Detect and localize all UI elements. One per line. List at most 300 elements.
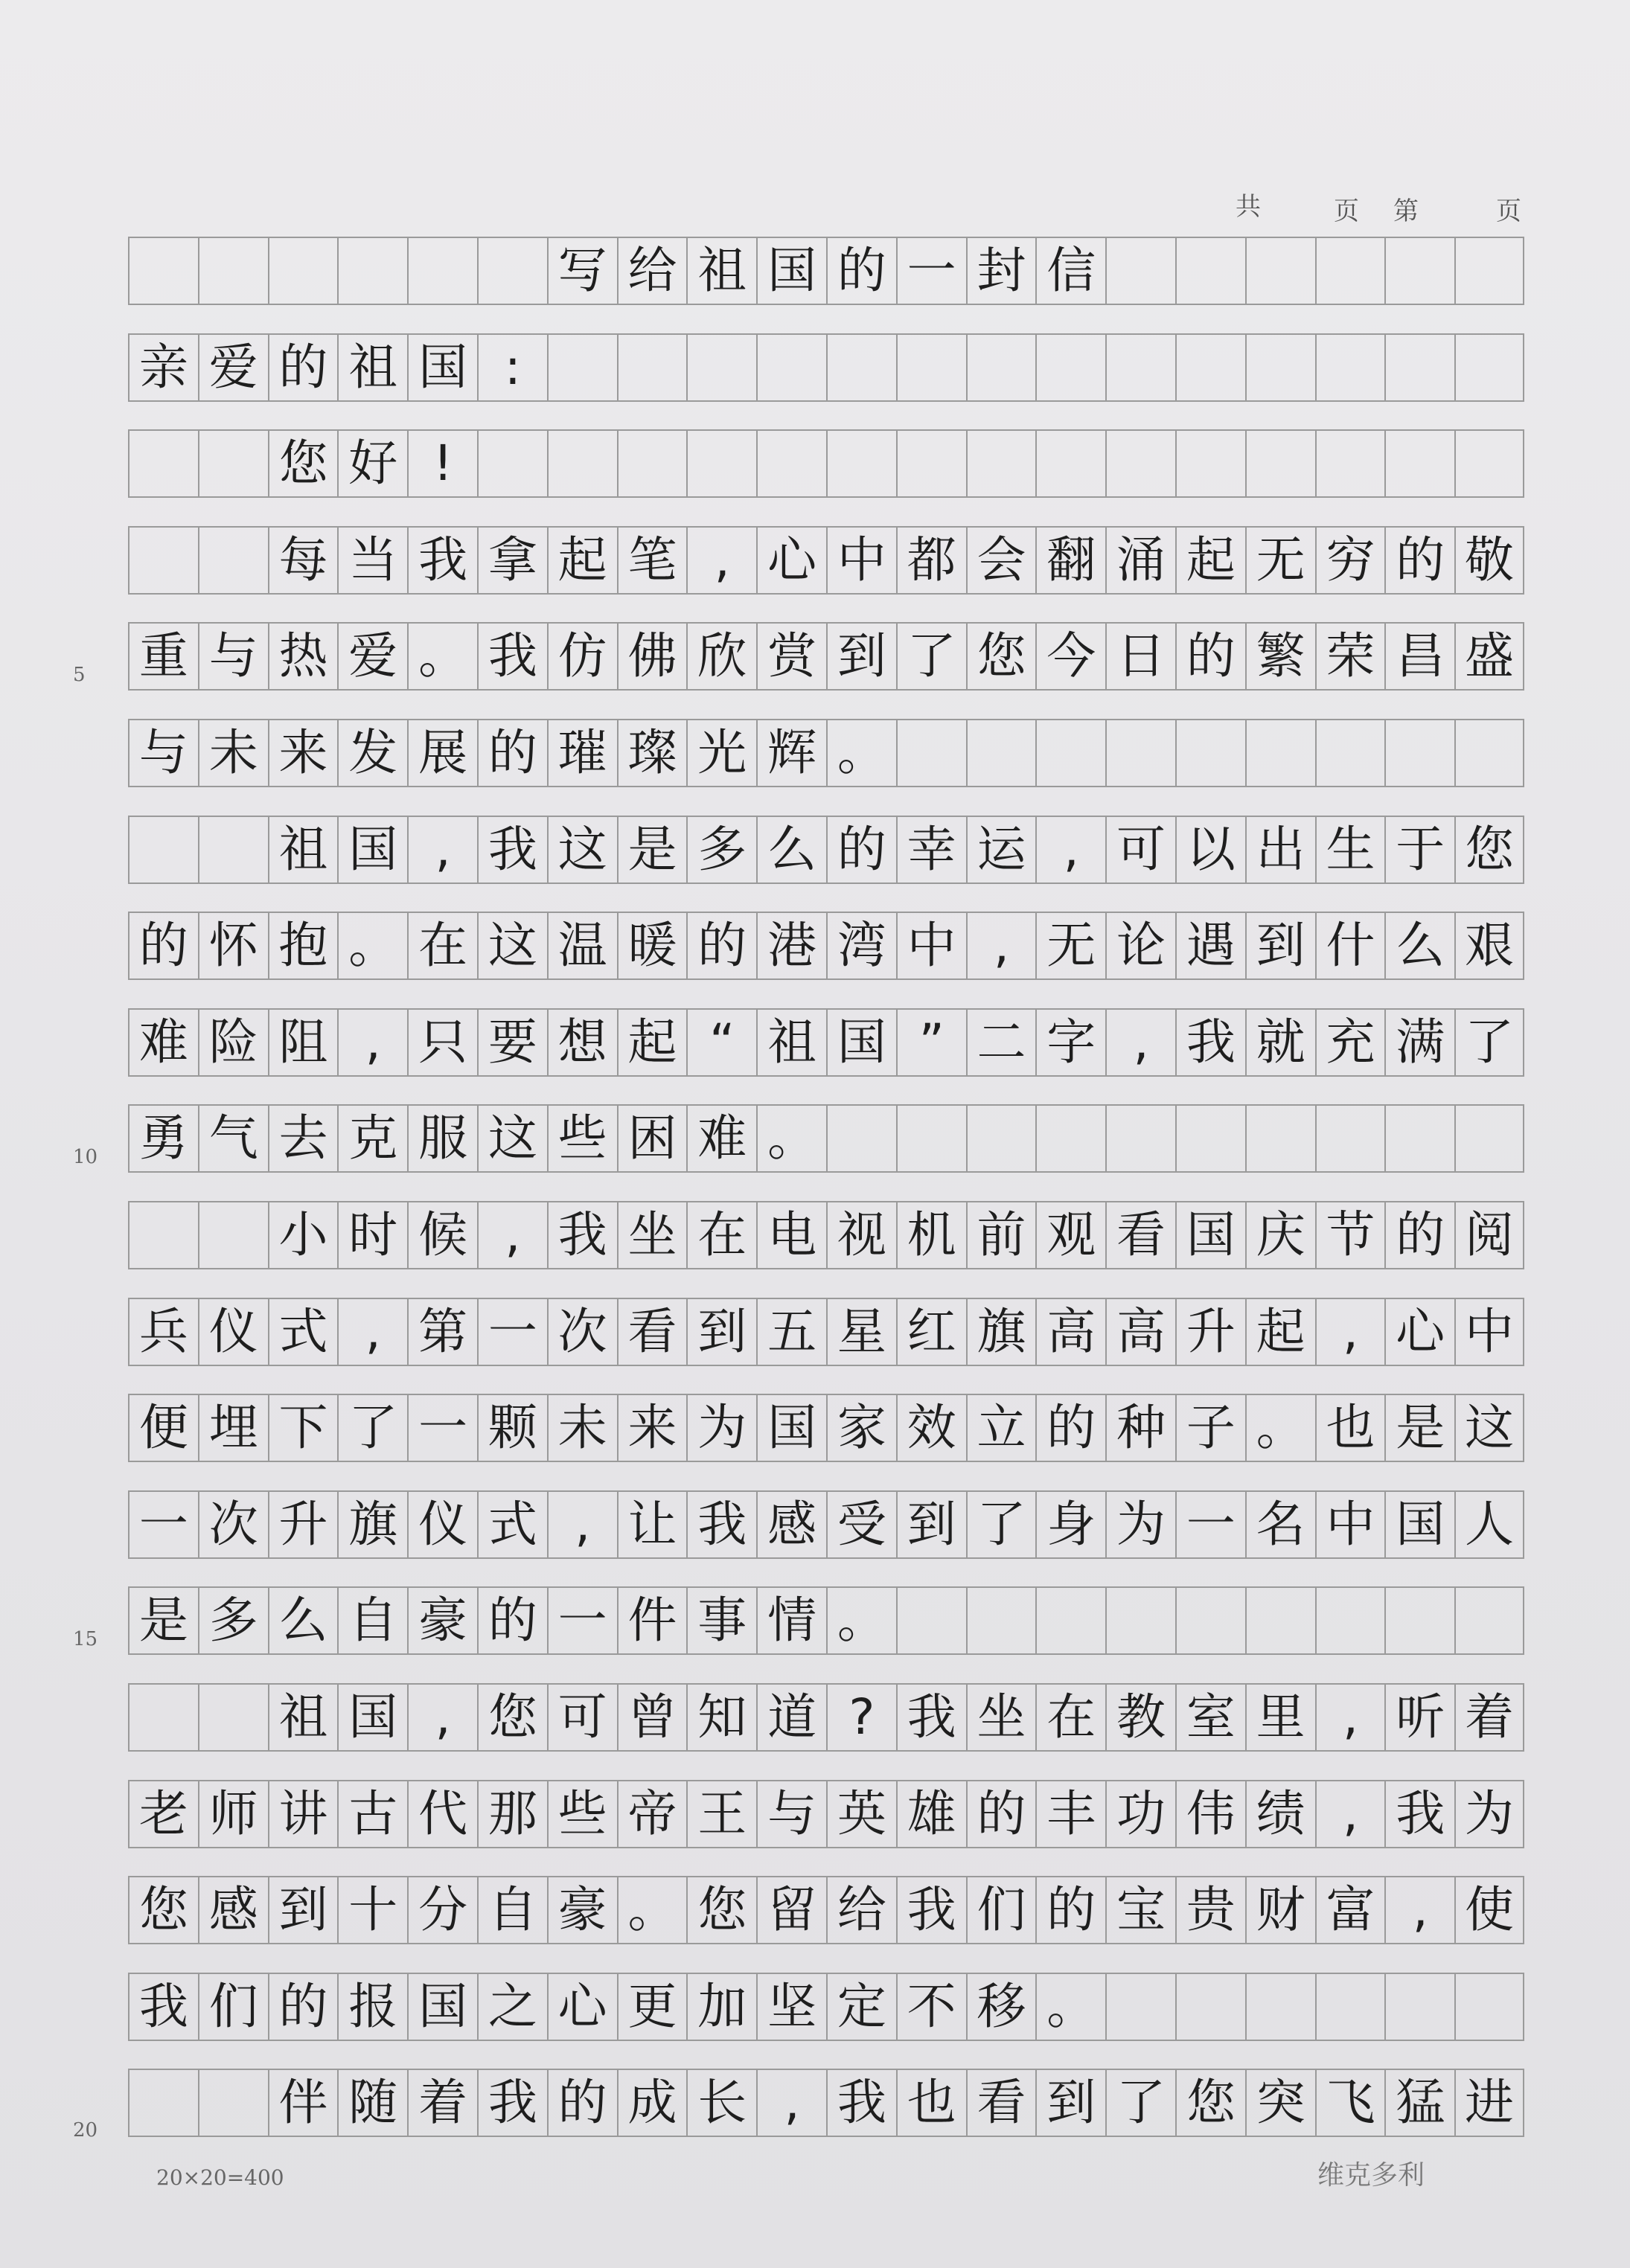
grid-cell	[198, 2069, 268, 2137]
grid-cell: 于	[1384, 816, 1454, 884]
grid-cell: 中	[896, 912, 966, 980]
grid-cell: 使	[1454, 1876, 1524, 1944]
grid-cell: 给	[617, 237, 687, 305]
grid-cell: 这	[547, 816, 617, 884]
grid-cell	[896, 1104, 966, 1173]
grid-cell: 情	[756, 1586, 826, 1655]
grid-cell	[1384, 1586, 1454, 1655]
grid-cell	[966, 429, 1036, 498]
grid-cell: 气	[198, 1104, 268, 1173]
grid-cell: 我	[477, 816, 547, 884]
grid-cell: 的	[686, 912, 756, 980]
grid-cell: 心	[756, 526, 826, 595]
grid-cell: ,	[756, 2069, 826, 2137]
grid-cell	[198, 1683, 268, 1752]
grid-cell	[1105, 237, 1175, 305]
grid-cell: 事	[686, 1586, 756, 1655]
grid-cell	[1175, 1104, 1245, 1173]
grid-cell: 的	[128, 912, 198, 980]
grid-cell	[1035, 333, 1105, 402]
grid-cell: 让	[617, 1490, 687, 1559]
grid-cell: 们	[198, 1973, 268, 2041]
grid-cell: 坚	[756, 1973, 826, 2041]
grid-cell: ,	[337, 1298, 407, 1366]
grid-cell: 帝	[617, 1780, 687, 1848]
grid-cell: 坐	[966, 1683, 1036, 1752]
grid-cell: 您	[268, 429, 338, 498]
grid-cell	[1384, 719, 1454, 787]
grid-cell: 什	[1315, 912, 1385, 980]
grid-cell	[1454, 237, 1524, 305]
grid-cell: 的	[1384, 1201, 1454, 1269]
grid-cell: 您	[686, 1876, 756, 1944]
grid-cell	[1245, 429, 1315, 498]
grid-cell: 重	[128, 622, 198, 691]
grid-cell: 件	[617, 1586, 687, 1655]
grid-cell: 第	[407, 1298, 477, 1366]
grid-cell: 难	[686, 1104, 756, 1173]
grid-row-4	[128, 526, 1524, 595]
grid-cell: 电	[756, 1201, 826, 1269]
grid-cell: 我	[1384, 1780, 1454, 1848]
grid-cell: 国	[407, 1973, 477, 2041]
grid-cell	[1384, 333, 1454, 402]
grid-cell: 一	[407, 1394, 477, 1462]
grid-cell	[1035, 429, 1105, 498]
grid-cell: 么	[268, 1586, 338, 1655]
grid-cell: ,	[1315, 1683, 1385, 1752]
grid-cell: 一	[1175, 1490, 1245, 1559]
grid-cell: 在	[686, 1201, 756, 1269]
grid-cell: 起	[617, 1008, 687, 1077]
grid-cell: ,	[966, 912, 1036, 980]
grid-cell: 随	[337, 2069, 407, 2137]
grid-cell: 中	[826, 526, 896, 595]
grid-cell: 港	[756, 912, 826, 980]
grid-cell: 自	[337, 1586, 407, 1655]
grid-cell: 起	[1175, 526, 1245, 595]
grid-cell: 埋	[198, 1394, 268, 1462]
grid-cell: 每	[268, 526, 338, 595]
grid-cell: 老	[128, 1780, 198, 1848]
grid-cell: 家	[826, 1394, 896, 1462]
grid-cell: 在	[407, 912, 477, 980]
grid-cell: 抱	[268, 912, 338, 980]
grid-cell: 好	[337, 429, 407, 498]
grid-cell: 光	[686, 719, 756, 787]
grid-cell: ,	[477, 1201, 547, 1269]
grid-cell: 可	[1105, 816, 1175, 884]
page-counter-page-label: 页	[1334, 196, 1359, 226]
grid-cell: ,	[686, 526, 756, 595]
grid-cell: 与	[756, 1780, 826, 1848]
grid-cell: 赏	[756, 622, 826, 691]
grid-cell: 字	[1035, 1008, 1105, 1077]
grid-cell: 是	[1384, 1394, 1454, 1462]
grid-row-11	[128, 1201, 1524, 1269]
grid-cell: ?	[826, 1683, 896, 1752]
grid-cell: 么	[756, 816, 826, 884]
grid-cell: 去	[268, 1104, 338, 1173]
grid-cell: 的	[268, 333, 338, 402]
grid-cell	[1454, 1104, 1524, 1173]
grid-cell: 古	[337, 1780, 407, 1848]
grid-row-7	[128, 816, 1524, 884]
grid-cell: 王	[686, 1780, 756, 1848]
grid-cell: 翻	[1035, 526, 1105, 595]
grid-cell: 了	[896, 622, 966, 691]
grid-cell: 幸	[896, 816, 966, 884]
grid-cell: 热	[268, 622, 338, 691]
grid-cell: 与	[198, 622, 268, 691]
grid-cell: 五	[756, 1298, 826, 1366]
grid-cell	[337, 237, 407, 305]
grid-cell: !	[407, 429, 477, 498]
grid-cell: 升	[268, 1490, 338, 1559]
grid-cell: 盛	[1454, 622, 1524, 691]
grid-cell: 定	[826, 1973, 896, 2041]
grid-cell: 。	[826, 719, 896, 787]
grid-cell: 爱	[337, 622, 407, 691]
grid-cell	[477, 429, 547, 498]
grid-cell: 候	[407, 1201, 477, 1269]
grid-cell: 了	[1105, 2069, 1175, 2137]
grid-row-20	[128, 2069, 1524, 2137]
grid-cell: 小	[268, 1201, 338, 1269]
grid-cell: 满	[1384, 1008, 1454, 1077]
grid-cell: 涌	[1105, 526, 1175, 595]
grid-cell: 祖	[337, 333, 407, 402]
grid-cell	[896, 333, 966, 402]
grid-cell: 祖	[268, 1683, 338, 1752]
grid-cell	[1035, 1104, 1105, 1173]
grid-cell: 升	[1175, 1298, 1245, 1366]
grid-cell: 仪	[198, 1298, 268, 1366]
grid-cell: 荣	[1315, 622, 1385, 691]
grid-cell: 到	[686, 1298, 756, 1366]
grid-cell: 下	[268, 1394, 338, 1462]
grid-cell: 的	[1175, 622, 1245, 691]
grid-cell: 您	[1175, 2069, 1245, 2137]
grid-cell: 怀	[198, 912, 268, 980]
grid-cell: 里	[1245, 1683, 1315, 1752]
grid-cell: 星	[826, 1298, 896, 1366]
grid-cell	[826, 429, 896, 498]
grid-cell: 要	[477, 1008, 547, 1077]
grid-cell: 到	[896, 1490, 966, 1559]
grid-cell: 我	[826, 2069, 896, 2137]
grid-cell: 起	[1245, 1298, 1315, 1366]
grid-cell	[686, 429, 756, 498]
line-number-10: 10	[73, 1146, 98, 1168]
grid-cell: 高	[1105, 1298, 1175, 1366]
grid-cell: 兵	[128, 1298, 198, 1366]
grid-cell: 发	[337, 719, 407, 787]
grid-cell: 中	[1454, 1298, 1524, 1366]
grid-cell: 到	[826, 622, 896, 691]
grid-cell: 起	[547, 526, 617, 595]
grid-cell: 今	[1035, 622, 1105, 691]
grid-cell: 国	[337, 816, 407, 884]
grid-cell: 。	[337, 912, 407, 980]
grid-cell: 看	[1105, 1201, 1175, 1269]
grid-cell: ,	[407, 1683, 477, 1752]
grid-cell: 一	[477, 1298, 547, 1366]
grid-cell: 的	[1035, 1876, 1105, 1944]
grid-cell	[896, 1586, 966, 1655]
grid-cell: 艰	[1454, 912, 1524, 980]
page-counter-order-label: 第	[1393, 196, 1419, 226]
grid-cell	[1454, 333, 1524, 402]
grid-cell: 财	[1245, 1876, 1315, 1944]
grid-cell: 道	[756, 1683, 826, 1752]
grid-cell: 是	[617, 816, 687, 884]
grid-cell: 一	[547, 1586, 617, 1655]
grid-cell	[477, 237, 547, 305]
grid-cell: 这	[1454, 1394, 1524, 1462]
grid-cell	[1315, 1973, 1385, 2041]
grid-cell: 心	[1384, 1298, 1454, 1366]
grid-cell: 那	[477, 1780, 547, 1848]
grid-cell: 封	[966, 237, 1036, 305]
grid-cell: 是	[128, 1586, 198, 1655]
grid-cell: 我	[686, 1490, 756, 1559]
grid-cell: 论	[1105, 912, 1175, 980]
grid-cell: 温	[547, 912, 617, 980]
grid-cell: 飞	[1315, 2069, 1385, 2137]
grid-cell: 湾	[826, 912, 896, 980]
grid-row-1	[128, 237, 1524, 305]
grid-cell: 前	[966, 1201, 1036, 1269]
grid-cell: 贵	[1175, 1876, 1245, 1944]
grid-cell: 会	[966, 526, 1036, 595]
grid-cell	[128, 816, 198, 884]
grid-cell: 的	[826, 816, 896, 884]
grid-cell: 也	[896, 2069, 966, 2137]
grid-cell	[966, 1104, 1036, 1173]
grid-cell: 就	[1245, 1008, 1315, 1077]
grid-cell: 的	[826, 237, 896, 305]
grid-row-10	[128, 1104, 1524, 1173]
grid-cell: “	[686, 1008, 756, 1077]
line-number-5: 5	[73, 664, 86, 686]
grid-cell: 繁	[1245, 622, 1315, 691]
grid-cell	[1245, 719, 1315, 787]
grid-cell: 知	[686, 1683, 756, 1752]
grid-cell	[1105, 1973, 1175, 2041]
grid-cell	[1175, 237, 1245, 305]
grid-row-15	[128, 1586, 1524, 1655]
grid-cell	[1245, 333, 1315, 402]
grid-cell	[1315, 1104, 1385, 1173]
grid-cell: 您	[966, 622, 1036, 691]
grid-cell: 昌	[1384, 622, 1454, 691]
grid-cell: 服	[407, 1104, 477, 1173]
grid-cell: 丰	[1035, 1780, 1105, 1848]
grid-cell: 祖	[686, 237, 756, 305]
grid-cell: 感	[756, 1490, 826, 1559]
grid-cell	[1035, 719, 1105, 787]
grid-cell: 国	[1384, 1490, 1454, 1559]
grid-cell	[1245, 1973, 1315, 2041]
grid-cell: 二	[966, 1008, 1036, 1077]
grid-cell	[617, 333, 687, 402]
grid-cell: 进	[1454, 2069, 1524, 2137]
grid-row-16	[128, 1683, 1524, 1752]
grid-cell	[1384, 429, 1454, 498]
grid-cell: 仪	[407, 1490, 477, 1559]
grid-cell: 当	[337, 526, 407, 595]
grid-cell	[1175, 429, 1245, 498]
grid-cell: 红	[896, 1298, 966, 1366]
grid-cell: 人	[1454, 1490, 1524, 1559]
grid-cell: 祖	[756, 1008, 826, 1077]
grid-cell: 的	[966, 1780, 1036, 1848]
grid-cell: 与	[128, 719, 198, 787]
grid-cell: 您	[1454, 816, 1524, 884]
grid-cell: 立	[966, 1394, 1036, 1462]
grid-cell: 多	[198, 1586, 268, 1655]
grid-cell: 些	[547, 1104, 617, 1173]
grid-cell	[1315, 1586, 1385, 1655]
grid-cell: 猛	[1384, 2069, 1454, 2137]
grid-cell: 的	[477, 719, 547, 787]
grid-cell	[896, 429, 966, 498]
grid-cell	[547, 333, 617, 402]
grid-row-19	[128, 1973, 1524, 2041]
page-counter-page-label-2: 页	[1496, 196, 1521, 226]
grid-row-14	[128, 1490, 1524, 1559]
grid-cell: 为	[1105, 1490, 1175, 1559]
page-counter-total-label: 共	[1236, 192, 1261, 222]
grid-cell: 国	[1175, 1201, 1245, 1269]
grid-row-12	[128, 1298, 1524, 1366]
grid-cell: 自	[477, 1876, 547, 1944]
grid-cell	[1384, 1104, 1454, 1173]
grid-cell: 身	[1035, 1490, 1105, 1559]
grid-cell	[1105, 429, 1175, 498]
grid-cell: 为	[686, 1394, 756, 1462]
grid-cell: 到	[1035, 2069, 1105, 2137]
grid-cell: 子	[1175, 1394, 1245, 1462]
grid-cell: 留	[756, 1876, 826, 1944]
grid-cell: 展	[407, 719, 477, 787]
grid-cell: 这	[477, 1104, 547, 1173]
grid-cell	[198, 816, 268, 884]
grid-cell: 了	[337, 1394, 407, 1462]
grid-cell: 旗	[337, 1490, 407, 1559]
grid-cell	[966, 1586, 1036, 1655]
grid-cell	[128, 2069, 198, 2137]
grid-row-8	[128, 912, 1524, 980]
grid-cell: 我	[407, 526, 477, 595]
grid-cell: 到	[268, 1876, 338, 1944]
grid-cell: 名	[1245, 1490, 1315, 1559]
grid-cell	[826, 1104, 896, 1173]
grid-cell: 看	[617, 1298, 687, 1366]
grid-cell: 未	[547, 1394, 617, 1462]
grid-cell: ,	[1315, 1780, 1385, 1848]
grid-row-9	[128, 1008, 1524, 1077]
grid-row-17	[128, 1780, 1524, 1848]
grid-cell: 不	[896, 1973, 966, 2041]
grid-cell: 。	[756, 1104, 826, 1173]
grid-cell: 无	[1035, 912, 1105, 980]
grid-cell: 室	[1175, 1683, 1245, 1752]
grid-cell: 阻	[268, 1008, 338, 1077]
grid-cell: 。	[1245, 1394, 1315, 1462]
grid-cell: 着	[1454, 1683, 1524, 1752]
grid-cell: 都	[896, 526, 966, 595]
grid-cell	[128, 526, 198, 595]
grid-row-13	[128, 1394, 1524, 1462]
grid-cell: 欣	[686, 622, 756, 691]
grid-cell: :	[477, 333, 547, 402]
grid-cell: 这	[477, 912, 547, 980]
grid-cell: 穷	[1315, 526, 1385, 595]
grid-cell: 国	[337, 1683, 407, 1752]
brand-mark: 维克多利	[1317, 2160, 1425, 2191]
grid-cell: 以	[1175, 816, 1245, 884]
grid-cell: 看	[966, 2069, 1036, 2137]
grid-cell: 笔	[617, 526, 687, 595]
grid-cell: 险	[198, 1008, 268, 1077]
grid-cell: 信	[1035, 237, 1105, 305]
grid-cell: ,	[1315, 1298, 1385, 1366]
grid-cell: 未	[198, 719, 268, 787]
grid-cell: 多	[686, 816, 756, 884]
grid-cell: 遇	[1175, 912, 1245, 980]
grid-cell: 报	[337, 1973, 407, 2041]
grid-cell: 生	[1315, 816, 1385, 884]
grid-cell: 成	[617, 2069, 687, 2137]
grid-cell	[686, 333, 756, 402]
grid-row-5	[128, 622, 1524, 691]
grid-cell: 绩	[1245, 1780, 1315, 1848]
grid-cell: 您	[128, 1876, 198, 1944]
grid-cell: 了	[1454, 1008, 1524, 1077]
grid-cell: 之	[477, 1973, 547, 2041]
grid-cell: ,	[1035, 816, 1105, 884]
grid-cell: 的	[547, 2069, 617, 2137]
grid-cell: 庆	[1245, 1201, 1315, 1269]
grid-cell	[198, 526, 268, 595]
grid-cell: ,	[407, 816, 477, 884]
grid-cell: 运	[966, 816, 1036, 884]
grid-cell	[407, 237, 477, 305]
grid-cell	[198, 237, 268, 305]
grid-cell: ,	[1384, 1876, 1454, 1944]
grid-cell: 我	[896, 1683, 966, 1752]
grid-cell: 充	[1315, 1008, 1385, 1077]
grid-cell: 克	[337, 1104, 407, 1173]
grid-cell: 暖	[617, 912, 687, 980]
grid-cell: 次	[198, 1490, 268, 1559]
grid-cell	[1315, 333, 1385, 402]
grid-cell: 我	[477, 2069, 547, 2137]
grid-cell: 节	[1315, 1201, 1385, 1269]
grid-cell: 师	[198, 1780, 268, 1848]
grid-cell: 代	[407, 1780, 477, 1848]
grid-cell: 功	[1105, 1780, 1175, 1848]
grid-cell: 豪	[407, 1586, 477, 1655]
grid-cell: 我	[896, 1876, 966, 1944]
grid-cell: 佛	[617, 622, 687, 691]
grid-cell: 机	[896, 1201, 966, 1269]
grid-cell	[617, 429, 687, 498]
grid-cell	[128, 429, 198, 498]
grid-cell: 长	[686, 2069, 756, 2137]
